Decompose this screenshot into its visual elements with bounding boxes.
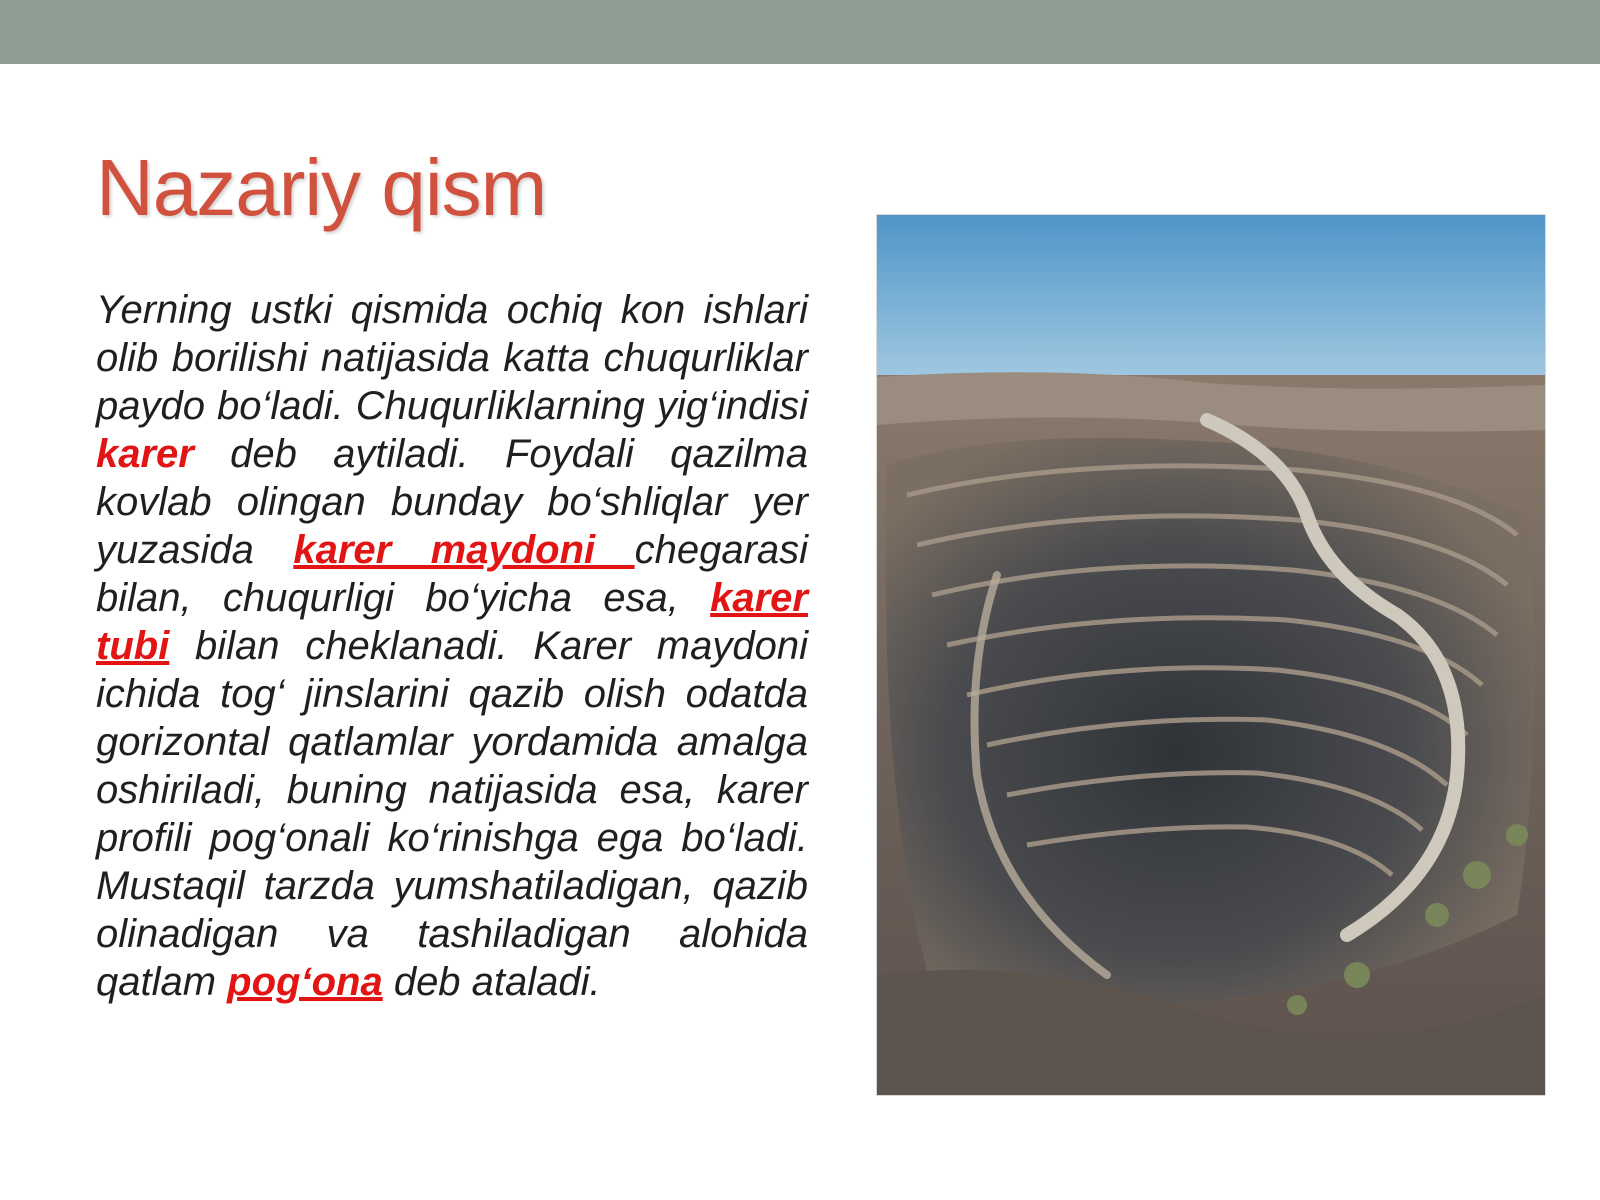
- paragraph-text-3: chegarasi bilan, chuqurligi bo‘yicha esa,: [96, 528, 809, 620]
- header-band: [0, 0, 1600, 64]
- body-paragraph: [96, 286, 808, 1006]
- link-pogona[interactable]: pog‘ona: [227, 960, 383, 1004]
- link-karer-maydoni[interactable]: karer maydoni: [293, 528, 635, 572]
- paragraph-text-1: Yerning ustki qismida ochiq kon ishlari olib borilishi natijasida katta chuqurliklar paydo bo‘ladi. Chuqurliklarning yig‘indisi: [96, 288, 808, 428]
- link-karer-tubi[interactable]: karer tubi: [96, 576, 808, 668]
- paragraph-text-5: deb ataladi.: [382, 960, 601, 1004]
- paragraph-text-4: bilan cheklanadi. Karer maydoni ichida tog‘ jinslarini qazib olish odatda gorizontal qatlamlar yordamida amalga oshiriladi, buning natijasida esa, karer profili pog‘onali ko‘rinishga ega bo‘ladi. Mustaqil tarzda yumshatiladigan, qazib olinadigan va tashiladigan alohida qatlam: [96, 624, 808, 1004]
- term-karer: karer: [96, 432, 194, 476]
- open-pit-mine-photo: [876, 214, 1546, 1096]
- paragraph-text-2: deb aytiladi. Foydali qazilma kovlab olingan bunday bo‘shliqlar yer yuzasida: [96, 432, 808, 572]
- slide-title: Nazariy qism: [96, 143, 547, 232]
